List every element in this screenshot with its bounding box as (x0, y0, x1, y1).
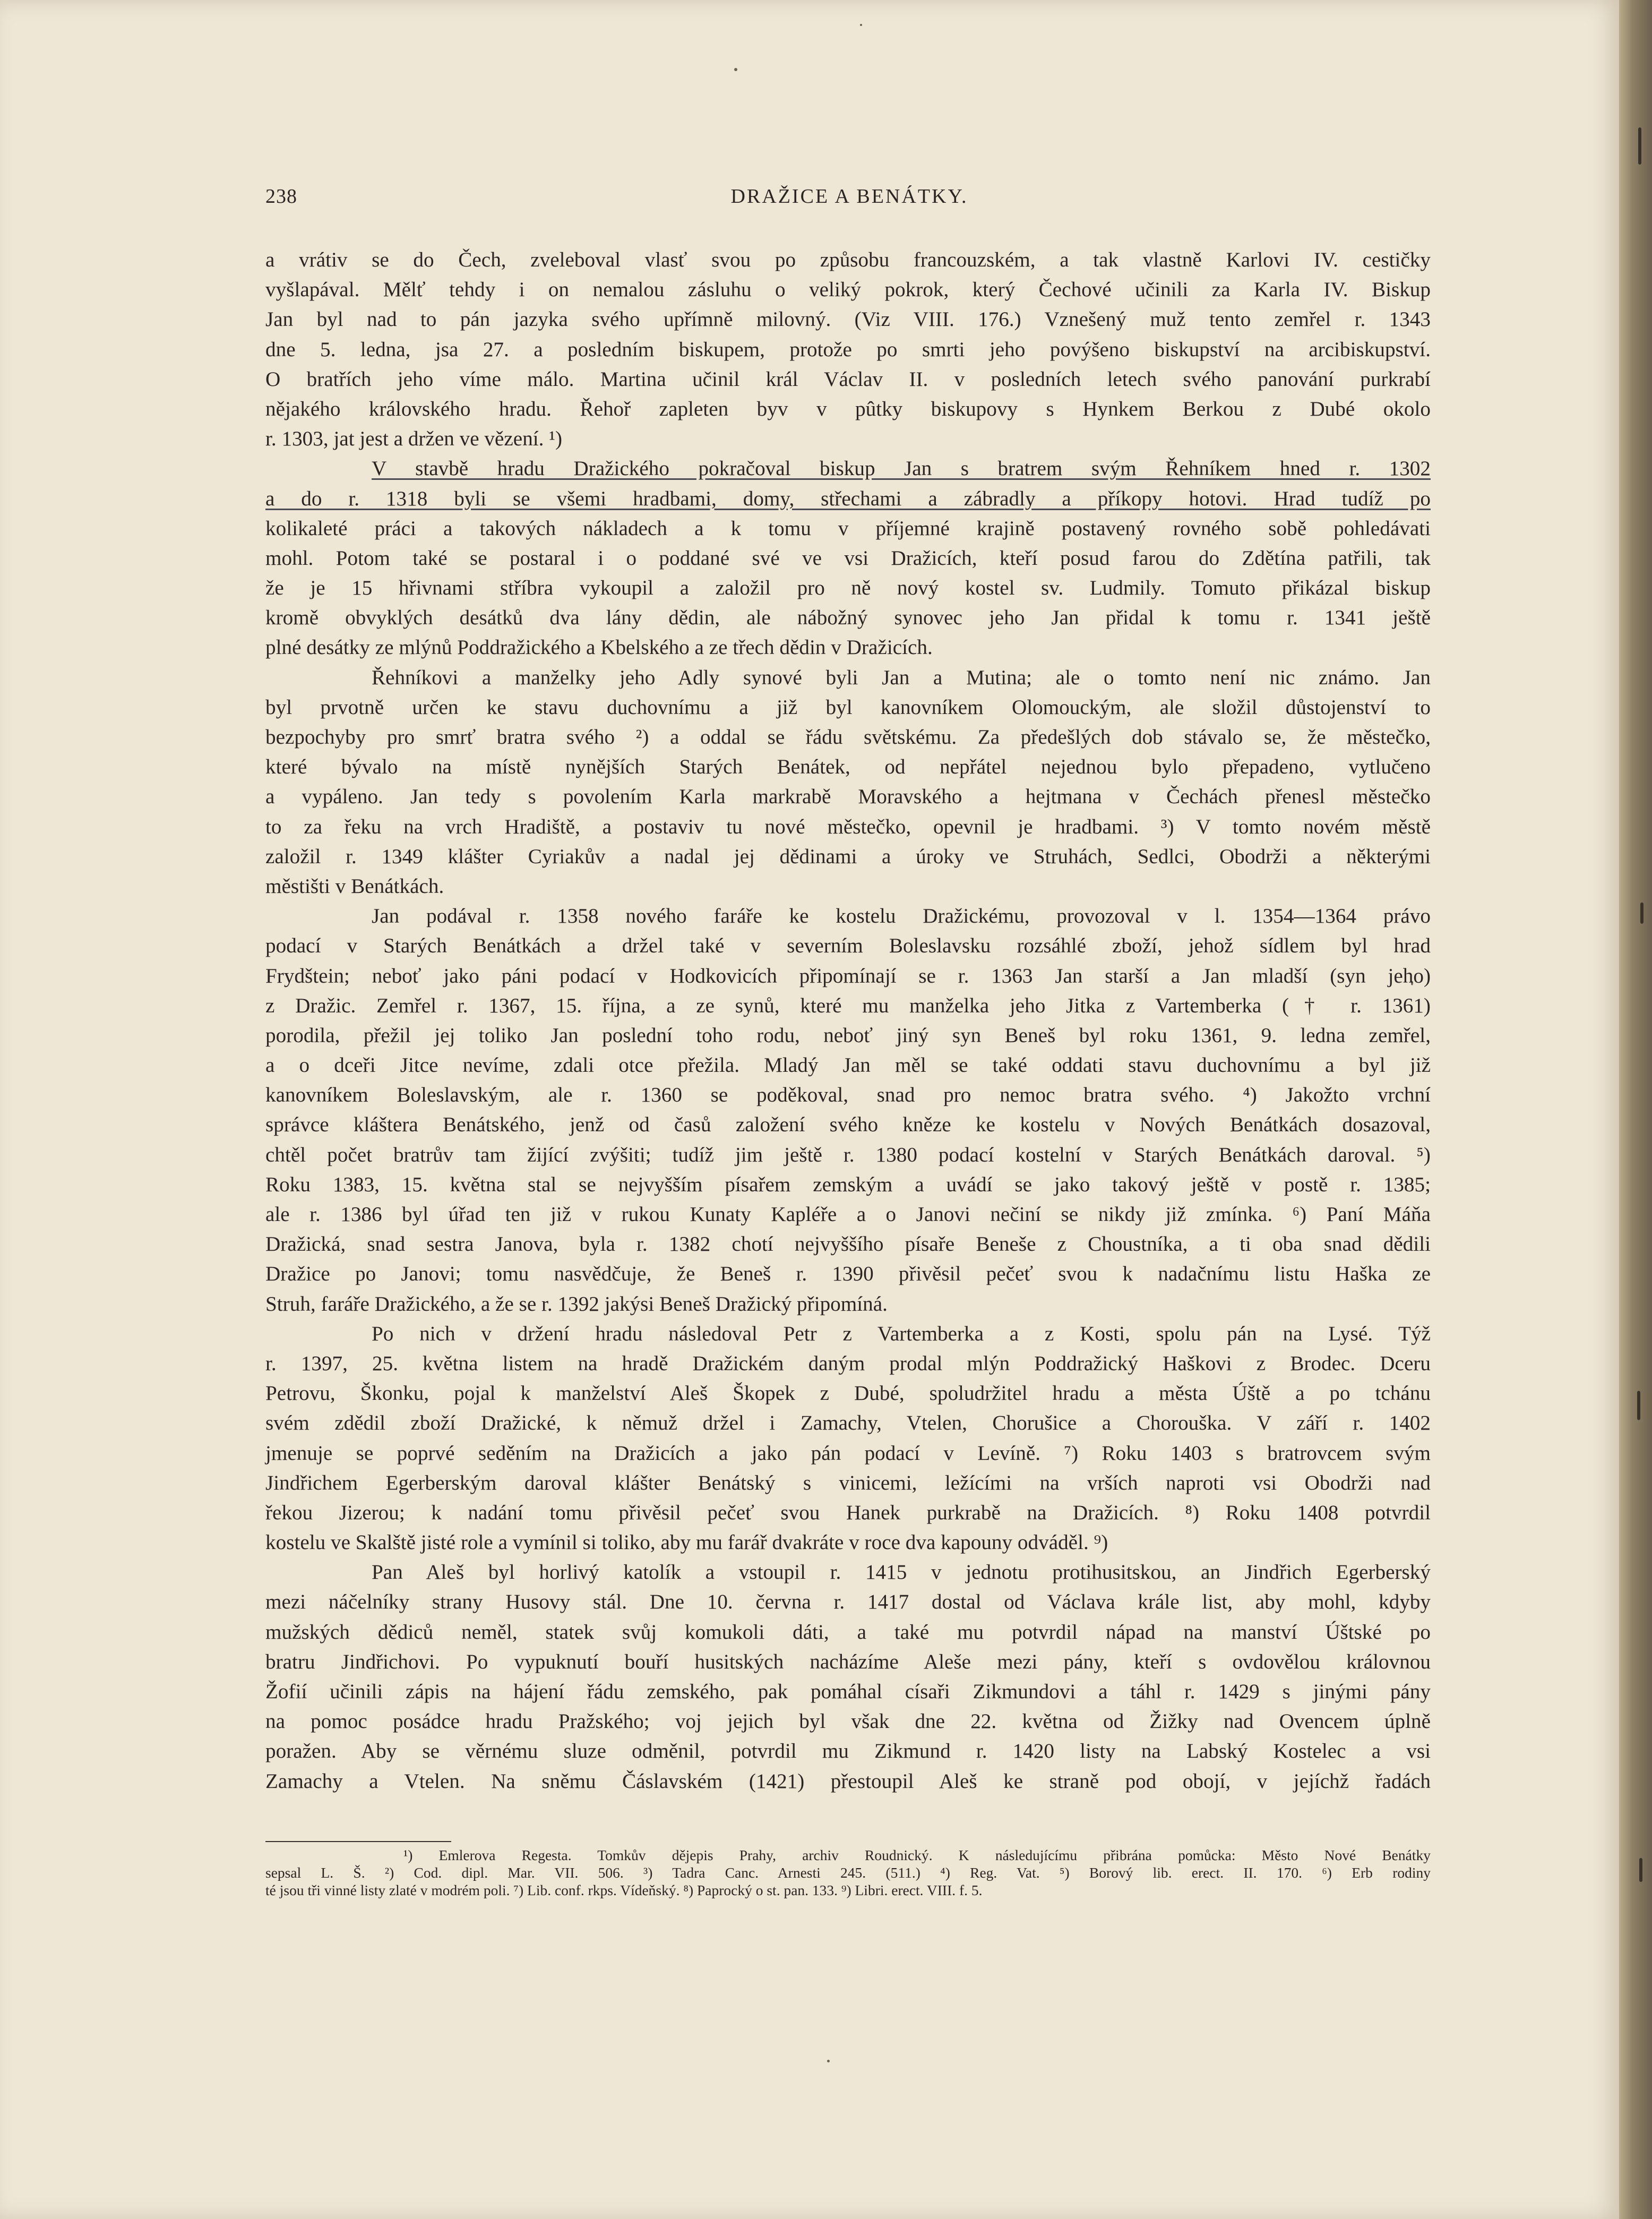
text-line: nějakého královského hradu. Řehoř zapleten byv v pûtky biskupovy s Hynkem Berkou z Dubé okolo (265, 397, 1431, 420)
text-line: z Dražic. Zemřel r. 1367, 15. října, a ze synů, které mu manželka jeho Jitka z Vartemberka († r. 1361) (265, 994, 1431, 1017)
text-line: jmenuje se poprvé seděním na Dražicích a jako pán podací v Levíně. ⁷) Roku 1403 s bratrovcem svým (265, 1441, 1431, 1465)
text-line: porodila, přežil jej toliko Jan poslední toho rodu, neboť jiný syn Beneš byl roku 1361, 9. ledna zemřel, (265, 1024, 1431, 1047)
text-line: že je 15 hřivnami stříbra vykoupil a založil pro ně nový kostel sv. Ludmily. Tomuto přikázal biskup (265, 577, 1431, 600)
text-line: Dražice po Janovi; tomu nasvědčuje, že Beneš r. 1390 přivěsil pečeť svou k nadačnímu listu Haška ze (265, 1262, 1431, 1286)
binding-mark (1640, 902, 1644, 924)
text-line: chtěl počet bratrův tam žijící zvýšiti; tudíž jim ještě r. 1380 podací kostelní v Starých Benátkách daroval. ⁵) (265, 1143, 1431, 1166)
text-line: mužských dědiců neměl, statek svůj komukoli dáti, a také mu potvrdil nápad na manství Úštské po (265, 1620, 1431, 1644)
text-line: Jan podával r. 1358 nového faráře ke kostelu Dražickému, provozoval v l. 1354—1364 právo (372, 905, 1431, 928)
text-line: Roku 1383, 15. května stal se nejvyšším písařem zemským a uvádí se jako takový ještě v postě r. 1385; (265, 1173, 1431, 1196)
text-line: plné desátky ze mlýnů Poddražického a Kbelského a ze třech dědin v Dražicích. (265, 636, 933, 659)
text-line: vyšlapával. Mělť tehdy i on nemalou zásluhu o veliký pokrok, který Čechové učinili za Karla IV. Biskup (265, 278, 1431, 302)
text-line: r. 1397, 25. května listem na hradě Dražickém daným prodal mlýn Poddražický Haškovi z Brodec. Dceru (265, 1352, 1431, 1375)
text-line: poražen. Aby se věrnému sluze odměnil, potvrdil mu Zikmund r. 1420 listy na Labský Kostelec a vsi (265, 1740, 1431, 1763)
text-line: O bratřích jeho víme málo. Martina učinil král Václav II. v posledních letech svého panování purkrabí (265, 367, 1431, 391)
text-line: Žofií učinili zápis na hájení řádu zemského, pak pomáhal císaři Zikmundovi a táhl r. 1429 s jinými pány (265, 1680, 1431, 1703)
text-line: kolikaleté práci a takových nákladech a k tomu v příjemné krajině postavený rovného sobě pohledávati (265, 517, 1431, 540)
text-line: kromě obvyklých desátků dva lány dědin, ale nábožný synovec jeho Jan přidal k tomu r. 1341 ještě (265, 606, 1431, 630)
binding-mark (1638, 127, 1641, 165)
text-line: řekou Jizerou; k nadání tomu přivěsil pečeť svou Hanek purkrabě na Dražicích. ⁸) Roku 1408 potvrdil (265, 1501, 1431, 1524)
footnote-line: té jsou tři vinné listy zlaté v modrém poli. ⁷) Lib. conf. rkps. Vídeňský. ⁸) Paprocký o st. pan. 133. ⁹) Libri. erect. VIII. f. 5. (265, 1882, 983, 1898)
text-line: kostelu ve Skalště jisté role a vymínil si toliko, aby mu farář dvakráte v roce dva kapouny odváděl. ⁹) (265, 1531, 1108, 1554)
text-line-underlined: a do r. 1318 byli se všemi hradbami, domy, střechami a zábradly a příkopy hotovi. Hrad tudíž po (265, 487, 1431, 510)
text-line: správce kláštera Benátského, jenž od časů založení svého kněze ke kostelu v Nových Benátkách dosazoval, (265, 1113, 1431, 1137)
binding-mark (1639, 1858, 1642, 1882)
footnote-line: sepsal L. Š. ²) Cod. dipl. Mar. VII. 506. ³) Tadra Canc. Arnesti 245. (511.) ⁴) Reg. Vat. ⁵) Borový lib. erect. II. 170. ⁶) Erb rodiny (265, 1864, 1431, 1881)
footnote-rule (265, 1841, 451, 1842)
text-line: Pan Aleš byl horlivý katolík a vstoupil r. 1415 v jednotu protihusitskou, an Jindřich Egerberský (372, 1561, 1431, 1584)
text-line: Po nich v držení hradu následoval Petr z Vartemberka a z Kosti, spolu pán na Lysé. Týž (372, 1322, 1431, 1345)
page-header (265, 185, 1433, 217)
body-text (265, 245, 1431, 1796)
text-line: Struh, faráře Dražického, a že se r. 1392 jakýsi Beneš Dražický připomíná. (265, 1292, 888, 1315)
paper-speck (827, 2060, 830, 2062)
paper-speck (734, 68, 737, 71)
text-line: mohl. Potom také se postaral i o poddané své ve vsi Dražicích, kteří posud farou do Zdětína patřili, tak (265, 546, 1431, 570)
text-line: a vypáleno. Jan tedy s povolením Karla markrabě Moravského a hejtmana v Čechách přenesl městečko (265, 785, 1431, 809)
binding-mark (1637, 1391, 1640, 1420)
text-line: ale r. 1386 byl úřad ten již v rukou Kunaty Kapléře a o Janovi nečiní se nikdy již zmínka. ⁶) Paní Máňa (265, 1203, 1431, 1226)
text-line: Frydštein; neboť jako páni podací v Hodkovicích připomínají se r. 1363 Jan starší a Jan mladší (syn jeho) (265, 964, 1431, 987)
text-line: a o dceři Jitce nevíme, zdali otce přežila. Mladý Jan měl se také oddati stavu duchovnímu a byl již (265, 1054, 1431, 1077)
paper-speck (860, 24, 862, 26)
page-number: 238 (265, 185, 297, 208)
text-line: na pomoc posádce hradu Pražského; voj jejich byl však dne 22. května od Žižky nad Ovencem úplně (265, 1710, 1431, 1733)
text-line: mezi náčelníky strany Husovy stál. Dne 10. června r. 1417 dostal od Václava krále list, aby mohl, kdyby (265, 1590, 1431, 1614)
text-line: Dražická, snad sestra Janova, byla r. 1382 chotí nejvyššího písaře Beneše z Choustníka, a ti oba snad dědili (265, 1233, 1431, 1256)
text-line: podací v Starých Benátkách a držel také v severním Boleslavsku rozsáhlé zboží, jehož sídlem byl hrad (265, 934, 1431, 958)
page-edge (1619, 0, 1652, 2219)
text-line: a vrátiv se do Čech, zveleboval vlasť svou po způsobu francouzském, a tak vlastně Karlovi IV. cestičky (265, 248, 1431, 271)
running-title: DRAŽICE A BENÁTKY. (730, 185, 968, 208)
text-line: svém zdědil zboží Dražické, k němuž držel i Zamachy, Vtelen, Chorušice a Chorouška. V září r. 1402 (265, 1412, 1431, 1435)
text-line: založil r. 1349 klášter Cyriakův a nadal jej dědinami a úroky ve Struhách, Sedlci, Obodrži a některými (265, 845, 1431, 868)
text-line: městišti v Benátkách. (265, 874, 444, 898)
text-line: Řehníkovi a manželky jeho Adly synové byli Jan a Mutina; ale o tomto není nic známo. Jan (372, 666, 1431, 689)
footnote-line: ¹) Emlerova Regesta. Tomkův dějepis Prahy, archiv Roudnický. K následujícímu přibrána pomůcka: Město Nové Benátky (403, 1847, 1431, 1863)
text-line: Petrovu, Škonku, pojal k manželství Aleš Škopek z Dubé, spoludržitel hradu a města Úště a po tchánu (265, 1382, 1431, 1405)
text-line: které bývalo na místě nynějších Starých Benátek, od nepřátel nejednou bylo přepadeno, vytlučeno (265, 755, 1431, 779)
text-line: r. 1303, jat jest a držen ve vězení. ¹) (265, 427, 563, 451)
text-line: bratru Jindřichovi. Po vypuknutí bouří husitských nacházíme Aleše mezi pány, kteří s ovdovělou královnou (265, 1650, 1431, 1673)
text-line: bezpochyby pro smrť bratra svého ²) a oddal se řádu světskému. Za předešlých dob stávalo se, že městečko, (265, 726, 1431, 749)
text-line: byl prvotně určen ke stavu duchovnímu a již byl kanovníkem Olomouckým, ale složil důstojenství to (265, 695, 1431, 719)
footnotes (265, 1846, 1431, 1899)
text-line: to za řeku na vrch Hradiště, a postaviv tu nové městečko, opevnil je hradbami. ³) V tomto novém městě (265, 815, 1431, 838)
text-line: dne 5. ledna, jsa 27. a posledním biskupem, protože po smrti jeho povýšeno biskupství na arcibiskupství. (265, 338, 1431, 361)
text-line: Jindřichem Egerberským daroval klášter Benátský s vinicemi, ležícími na vrších naproti vsi Obodrži nad (265, 1471, 1431, 1494)
text-line: Zamachy a Vtelen. Na sněmu Čáslavském (1421) přestoupil Aleš ke straně pod obojí, v jejíchž řadách (265, 1769, 1431, 1793)
text-line: Jan byl nad to pán jazyka svého upřímně milovný. (Viz VIII. 176.) Vznešený muž tento zemřel r. 1343 (265, 308, 1431, 331)
text-line-underlined: V stavbě hradu Dražického pokračoval biskup Jan s bratrem svým Řehníkem hned r. 1302 (372, 457, 1431, 480)
text-line: kanovníkem Boleslavským, ale r. 1360 se poděkoval, snad pro nemoc bratra svého. ⁴) Jakožto vrchní (265, 1083, 1431, 1107)
